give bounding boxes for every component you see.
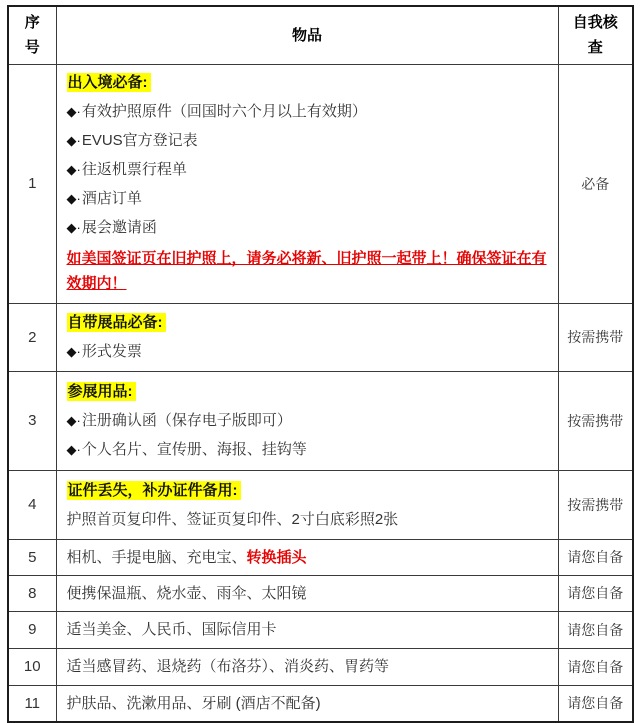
row-items [56, 64, 558, 303]
diamond-bullet-icon: ◆· [66, 442, 81, 457]
row-items [56, 685, 558, 722]
check-label: 请您自备 [558, 685, 633, 722]
check-label: 请您自备 [558, 648, 633, 685]
row-items [56, 470, 558, 539]
section-heading [67, 68, 550, 97]
table-row-9 [8, 611, 633, 648]
table-row-3 [8, 371, 633, 470]
row-items [56, 648, 558, 685]
table-row-10 [8, 648, 633, 685]
bullet-item: ◆·酒店订单 [66, 189, 142, 207]
highlighted-heading-text: 参展用品: [67, 382, 136, 401]
row-number: 11 [8, 685, 56, 722]
red-emphasis-text: 转换插头 [246, 548, 307, 566]
row-number: 9 [8, 611, 56, 648]
diamond-bullet-icon: ◆· [66, 219, 81, 235]
row-items [56, 371, 558, 470]
bullet-item: ◆·展会邀请函 [66, 218, 157, 236]
check-label: 按需携带 [558, 303, 633, 371]
row-number: 8 [8, 575, 56, 611]
diamond-bullet-icon: ◆· [66, 161, 81, 177]
check-label: 按需携带 [558, 470, 633, 539]
item-line: 便携保温瓶、烧水壶、雨伞、太阳镜 [66, 584, 307, 602]
header-序号: 序号 [8, 6, 56, 64]
header-自我核查: 自我核查 [558, 6, 633, 64]
bullet-item: ◆·EVUS官方登记表 [66, 131, 198, 149]
section-heading [67, 377, 550, 406]
table-row-2 [8, 303, 633, 371]
table-header [8, 6, 633, 64]
check-label: 请您自备 [558, 539, 633, 575]
item-line: 适当感冒药、退烧药（布洛芬）、消炎药、胃药等 [66, 658, 390, 675]
highlighted-heading-text: 证件丢失，补办证件备用: [67, 481, 241, 500]
table-row-11 [8, 685, 633, 722]
bullet-item: ◆·往返机票行程单 [66, 160, 187, 178]
highlighted-heading-text: 出入境必备: [67, 73, 151, 92]
check-label: 按需携带 [558, 371, 633, 470]
highlighted-heading-text: 自带展品必备: [67, 313, 166, 332]
check-label: 请您自备 [558, 575, 633, 611]
diamond-bullet-icon: ◆· [66, 190, 81, 206]
section-heading [67, 308, 550, 337]
table-row-4 [8, 470, 633, 539]
item-line: 适当美金、人民币、国际信用卡 [66, 621, 277, 638]
section-heading [67, 476, 550, 505]
check-label: 请您自备 [558, 611, 633, 648]
row-items [56, 575, 558, 611]
diamond-bullet-icon: ◆· [66, 103, 81, 119]
row-number: 5 [8, 539, 56, 575]
table-row-8 [8, 575, 633, 611]
check-label: 必备 [558, 64, 633, 303]
bullet-item: ◆·注册确认函（保存电子版即可） [66, 412, 292, 429]
item-line: 护肤品、洗漱用品、牙刷 (酒店不配备) [66, 694, 321, 712]
diamond-bullet-icon: ◆· [66, 413, 81, 428]
item-line: 护照首页复印件、签证页复印件、2寸白底彩照2张 [66, 510, 399, 528]
row-number: 2 [8, 303, 56, 371]
row-items [56, 539, 558, 575]
row-number: 10 [8, 648, 56, 685]
bullet-item: ◆·个人名片、宣传册、海报、挂钩等 [66, 441, 307, 458]
bullet-item: ◆·形式发票 [66, 343, 142, 360]
header-row [8, 6, 633, 64]
bullet-item: ◆·有效护照原件（回国时六个月以上有效期） [66, 102, 367, 120]
table-row-1 [8, 64, 633, 303]
table-body [8, 64, 633, 722]
diamond-bullet-icon: ◆· [66, 132, 81, 148]
diamond-bullet-icon: ◆· [66, 344, 81, 359]
packing-checklist-table [7, 5, 634, 723]
row-number: 4 [8, 470, 56, 539]
row-items [56, 611, 558, 648]
row-number: 3 [8, 371, 56, 470]
plain-text: 相机、手提电脑、充电宝、 [66, 548, 247, 566]
row-items [56, 303, 558, 371]
alert-note: 如美国签证页在旧护照上，请务必将新、旧护照一起带上！确保签证在有效期内！ [66, 249, 547, 292]
table-row-5 [8, 539, 633, 575]
row-number: 1 [8, 64, 56, 303]
header-物品: 物品 [56, 6, 558, 64]
item-line [67, 543, 550, 572]
